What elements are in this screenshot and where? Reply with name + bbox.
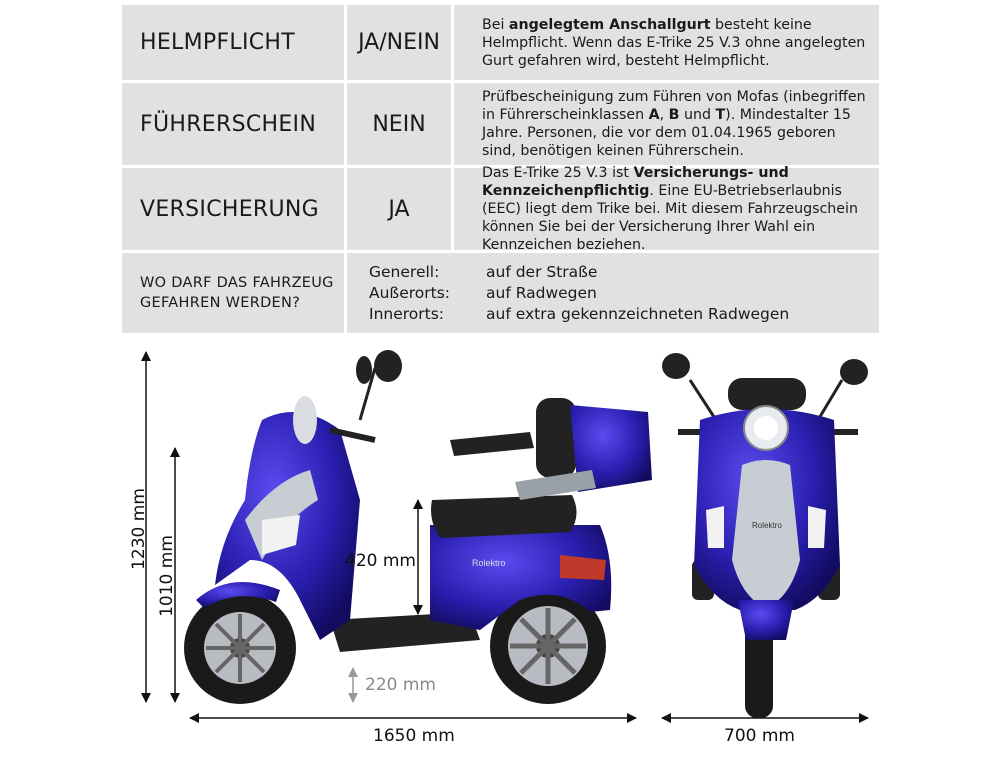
where-question: WO DARF DAS FAHRZEUG GEFAHREN WERDEN? — [122, 253, 344, 333]
brand-text-front: Rolektro — [752, 521, 782, 530]
versicherung-value: JA — [347, 168, 451, 250]
fuehrerschein-value: NEIN — [347, 83, 451, 165]
fs-text-bold: B — [668, 107, 680, 123]
fs-text-part: und — [679, 107, 716, 123]
helm-text-bold: angelegtem Anschallgurt — [508, 16, 711, 33]
where-value: auf der Straße — [486, 262, 598, 281]
where-value: auf Radwegen — [486, 283, 597, 302]
where-value: auf extra gekennzeichneten Radwegen — [486, 304, 790, 323]
fs-text-bold: A — [648, 107, 660, 123]
vs-text-part: Das E-Trike 25 V.3 ist — [482, 165, 634, 181]
fs-text-bold: T — [715, 107, 726, 123]
versicherung-label: VERSICHERUNG — [122, 168, 344, 250]
ground-clearance-label: 220 mm — [365, 675, 436, 695]
seat-height-label: 420 mm — [345, 551, 416, 571]
fs-text-part: , — [659, 107, 669, 123]
seat-back-height-label: 1010 mm — [157, 535, 177, 617]
brand-text-side: Rolektro — [472, 558, 506, 568]
total-height-label: 1230 mm — [129, 488, 149, 570]
fs-text-part: Prüfbescheinigung zum Führen von Mofas (inbegriffen in Führerscheinklassen — [482, 89, 866, 123]
trike-front-view — [662, 353, 868, 718]
width-label: 700 mm — [724, 726, 795, 746]
fs-text-part: ). Mindestalter 15 Jahre. Personen, die vor dem 01.04.1965 geboren sind, benötigen keinen Führerschein. — [482, 107, 851, 159]
helm-text-part: besteht keine Helmpflicht. Wenn das E-Trike 25 V.3 ohne angelegten Gurt gefahren wird, besteht Helmpflicht. — [482, 16, 866, 69]
vs-text-part: . Eine EU-Betriebserlaubnis (EEC) liegt dem Trike bei. Mit diesem Fahrzeugschein können Sie bei der Versicherung Ihrer Wahl ein Kennzeichen beziehen. — [482, 183, 858, 253]
helmpflicht-label: HELMPFLICHT — [122, 5, 344, 80]
helm-text-part: Bei — [482, 16, 509, 33]
vs-text-bold: Versicherungs- und Kennzeichenpflichtig — [482, 165, 789, 199]
helmpflicht-value: JA/NEIN — [347, 5, 451, 80]
where-key: Außerorts: — [369, 283, 450, 302]
length-label: 1650 mm — [373, 726, 455, 746]
where-key: Generell: — [369, 262, 440, 281]
fuehrerschein-label: FÜHRERSCHEIN — [122, 83, 344, 165]
where-key: Innerorts: — [369, 304, 445, 323]
